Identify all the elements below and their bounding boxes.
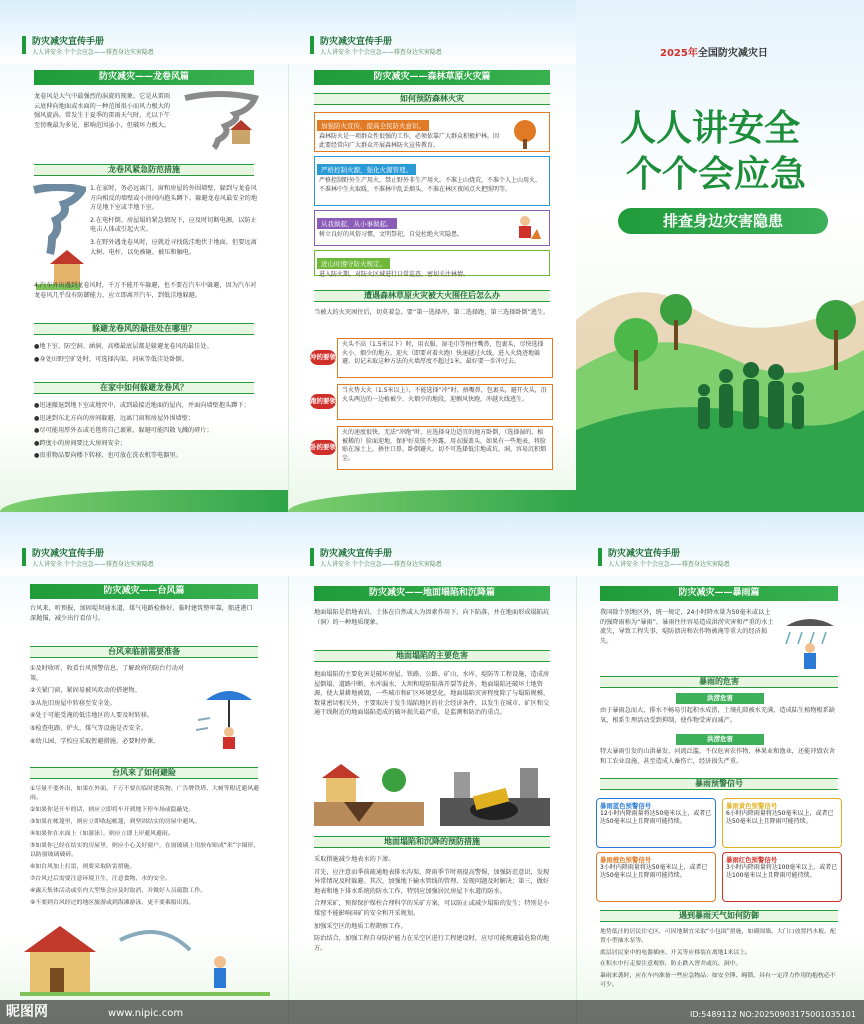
- tree-icon: [505, 119, 545, 149]
- header-accent-bar: [22, 548, 26, 566]
- panel-header: [0, 0, 288, 64]
- shelter-item: ⑥如台风加上打雷，则要采取防雷措施。: [30, 864, 136, 870]
- prevention-box-text: 树立良好的风俗习惯，文明祭祀，自觉杜绝火灾隐患。: [319, 231, 464, 238]
- option-badge: 跑的要领: [310, 394, 336, 409]
- home-tip: ●尽可能用厚外衣或毛毯将自己裹紧，躲避可能四散飞溅的碎片；: [34, 427, 213, 435]
- ground-hazards: 地面塌陷的主要危害是破坏房屋、铁路、公路、矿山、水库、堤防等工程设施，造成房屋倒塌、道路中断、水库漏水、大坝和堤防陷落开裂等此外，地面塌陷还破坏土地资源，使大量耕地被毁，一些城市和矿区环境恶化，地面塌陷灾害程度除了与塌陷规模、数量密切相关外，主要取决于发生塌陷地区的社会经济条件，以发生在城市、矿区和交通干线附近的地面塌陷造成的破坏损失最严重，是监测和防治的重点。: [314, 671, 550, 717]
- shelter-item: ①尽量不要外出，如果在外面，千万不要在临时建筑物、广告牌铁塔、大树等附近避风避雨。: [30, 786, 260, 801]
- prevention-box: [314, 250, 550, 276]
- home-tip: ●迅速撤退到地下室或地窖中，或到最接近地面的屋内，并面向墙壁抱头蹲下；: [34, 402, 250, 409]
- prevention-box-text: 进入防火期，对防火区域进行日常巡查，密切关注林情。: [319, 271, 470, 278]
- section-title: 防灾减灾——地面塌陷和沉降篇: [314, 586, 550, 601]
- prevention-box-title: 进山时遵守防火规定。: [317, 258, 390, 269]
- panel-cover: [576, 0, 864, 512]
- panel-header: [0, 512, 288, 576]
- shelter-item: ⑦台风过后需要注意环境卫生，注意食物、水的安全。: [30, 876, 171, 882]
- hazard-text: 由于暴雨急而大，排水不畅易引起积水成涝，土壤孔隙被水充满，造成陆生植物根系缺氧，根系生理活动受到抑制，使作物受害而减产。: [600, 707, 836, 724]
- tornado-intro: 龙卷风是大气中最强烈的涡旋的现象，它是从雷雨云底伸向地面或水面的一种范围很小而风力极大的强风旋涡。常发生于夏季的雷雨天气时，尤以下午至傍晚最为多见，影响范围虽小，但破坏力极大。: [34, 93, 171, 129]
- watermark-bar: [0, 1000, 864, 1024]
- hazard-text: 特大暴雨引发的山洪暴发、河流泛滥，不仅危害农作物、林果业和渔业，还能冲毁农舍和工农业设施，甚至造成人畜伤亡，经济损失严重。: [600, 748, 836, 765]
- typhoon-shelter-list: [30, 785, 260, 911]
- panel-tornado: [0, 0, 288, 512]
- subsection-title: 地面塌陷的主要危害: [314, 650, 550, 662]
- warning-text: 3小时内降雨量将达100毫米以上，或者已达100毫米以上且降雨可能持续。: [726, 864, 838, 880]
- collapse-illustration-icon: [314, 762, 550, 826]
- prevention-item: 防治结合，加强工程自身防护能力在采空区进行工程建设时，应尽可能规避最危险的地方。: [314, 935, 550, 952]
- header-accent-bar: [310, 36, 314, 54]
- prevention-box: [314, 112, 550, 152]
- header-accent-bar: [310, 548, 314, 566]
- panel-rainstorm: [576, 512, 864, 1024]
- prevention-box-text: 森林防火是一项群众性很强的工作，必须依靠广大群众积极护林。因此要经常向广大群众开展森林防火宣传教育。: [319, 133, 500, 149]
- warning-orange: [596, 852, 716, 902]
- handbook-title: 防灾减灾宣传手册: [320, 37, 393, 47]
- escape-option-rush: [310, 338, 556, 378]
- handbook-title: 防灾减灾宣传手册: [320, 549, 393, 559]
- measure-item: 2.在电杆倒、房屋塌的紧急情况下，应及时切断电源，以防止电击人体或引起火灾。: [90, 216, 257, 234]
- panel-forest-fire: [288, 0, 576, 512]
- section-title: 防灾减灾——龙卷风篇: [34, 70, 254, 85]
- defense-item: 底层居民家中的电器插座、开关等应移装在离地1米以上。: [600, 949, 752, 956]
- cover-day: 全国防灾减灾日: [697, 48, 768, 59]
- subsection-title: 躲避龙卷风的最佳处在哪里？: [34, 323, 254, 335]
- warning-title: 暴雨黄色预警信号: [726, 802, 778, 810]
- header-accent-bar: [598, 548, 602, 566]
- rain-defense-list: [600, 928, 838, 993]
- option-badge: 冲的要领: [310, 350, 336, 365]
- prevention-box-title: 严格控制火源，强化火源管理。: [317, 164, 416, 175]
- prep-item: ⑤检查电路、炉火、煤气等设施是否安全。: [30, 724, 147, 732]
- shelter-item: ②如果你是开车的话，则应立即将车开到地下停车场或隐蔽处。: [30, 807, 195, 813]
- escape-option-lie-down: [310, 426, 556, 470]
- warning-title: 暴雨红色预警信号: [726, 856, 778, 864]
- handbook-subtitle: 人人讲安全 个个会应急——排查身边灾害隐患: [32, 49, 154, 56]
- section-title: 防灾减灾——台风篇: [30, 584, 258, 599]
- prevention-item: 首先，应注意而季前疏通地表排水沟渠，降雨季节时刻提高警惕，加强防范意识，发现异常情况及时躲避。其次，加强地下输水管线的管理，发现问题及时解决；第三，做好地表和地下排水系统的防水工作，特别应加强居民房屋下水道的防水。: [314, 868, 550, 895]
- brochure-inner-side: [0, 512, 864, 1024]
- subsection-title: 遭遇森林草原火灾被大火围住后怎么办: [314, 290, 550, 302]
- tornado-measure-4: 4.汽车外出遇到龙卷风时，千万不能开车躲避，也不要在汽车中躲避，因为汽车对龙卷风几乎没有防御能力，应立即离开汽车，到低洼地躲避。: [34, 282, 257, 299]
- cover-date: [660, 44, 768, 59]
- panel-typhoon: [0, 512, 288, 1024]
- home-tip: ●迅速到东北方向的房间躲避，远离门窗和房屋外围墙壁；: [34, 414, 195, 422]
- subsection-title: 在家中如何躲避龙卷风？: [34, 382, 254, 394]
- option-text: 火头不高（1.5米以下）时，用衣服、湿毛巾等捂住嘴鼻，包裹头，尽快选择火小、烟少的地方，迎火（即要对着火跑）快速越过火线，进入火烧迹地躲避。切记未取这种方法的火墙厚度不超过1米，最好要一步冲过去。: [337, 338, 553, 378]
- handbook-title: 防灾减灾宣传手册: [608, 549, 681, 559]
- option-text: 当火势大火（1.5米以上），不能选择“冲”时，捂嘴鼻，包裹头，避开火头，沿火头两边的一边植被少、火烟少的地段，迎侧风快跑，冲越火线逃生。: [337, 384, 553, 420]
- hazard-tag: 洪涝危害: [676, 693, 764, 704]
- rainstorm-person-icon: [780, 616, 840, 672]
- decorative-wave: [288, 490, 576, 512]
- defense-item: 地势低洼的居民住宅区，可因地制宜采取“小包围”措施，如砌围墙、大门口放置挡水板、配置小型抽水泵等。: [600, 929, 836, 944]
- rain-intro: 我国除个别地区外，统一规定，24小时降水量为50毫米或以上的强降雨称为“暴雨”。暴雨往往容易造成洪涝灾害和严重的水土流失，导致工程失事、堤防溃决和农作物被淹等重大的经济损失。: [600, 609, 774, 645]
- cover-headline-2: 个个会应急: [626, 154, 807, 195]
- family-landscape-icon: [576, 250, 864, 512]
- option-badge: 卧的要领: [310, 440, 336, 455]
- prep-item: ③从危旧房屋中转移至安全处。: [30, 699, 116, 707]
- cover-subtitle: 排查身边灾害隐患: [618, 208, 828, 234]
- ground-intro: 地面塌陷是指地表岩、土体在自然或人为因素作用下，向下陷落，并在地面形成塌陷坑（洞）的一种地质现象。: [314, 609, 550, 626]
- prep-item: ②关紧门窗，紧固易被风吹动的搭建物。: [30, 687, 141, 695]
- home-tip: ●贵重物品要向楼下转移，也可放在洗衣机等电器里。: [34, 452, 182, 460]
- warning-yellow: [722, 798, 842, 848]
- tornado-best-places: [34, 342, 260, 367]
- warning-blue: [596, 798, 716, 848]
- handbook-title: 防灾减灾宣传手册: [32, 37, 105, 47]
- warning-title: 暴雨橙色预警信号: [600, 856, 652, 864]
- warning-red: [722, 852, 842, 902]
- tornado-illustration-icon: [180, 90, 260, 150]
- handbook-subtitle: 人人讲安全 个个会应急——排查身边灾害隐患: [608, 561, 730, 568]
- prevention-item: 采取措施减少地表水的下渗。: [314, 856, 395, 863]
- warning-text: 3小时内降雨量将达50毫米以上，或者已达50毫米以上且降雨可能持续。: [600, 864, 708, 880]
- home-tip: ●跨度小的房间要比大房间安全；: [34, 439, 127, 447]
- prevention-item: 加强采空区的地质工程勘察工作。: [314, 922, 407, 930]
- panel-header: [288, 0, 576, 64]
- measure-item: 1.在家时，务必远离门、窗和房屋的外围墙壁，躲到与龙卷风方向相反的墙壁或小房间内抱头蹲下。躲避龙卷风最安全的地方是地下室或半地下室。: [90, 185, 258, 212]
- tornado-measures: [90, 184, 260, 260]
- subsection-title: 暴雨的危害: [600, 676, 838, 688]
- cover-headline-1: 人人讲安全: [620, 108, 801, 149]
- shelter-item: ⑨不要到台风经过的地区旅游或到海滩游泳，更不要乘船出海。: [30, 900, 195, 906]
- section-title: 防灾减灾——暴雨篇: [600, 586, 838, 601]
- shelter-item: ⑧露天集体活动或室内大型集会应及时取消，并做好人员疏散工作。: [30, 888, 207, 894]
- hazard-tag: 洪涝危害: [676, 734, 764, 745]
- place-item: ●地下室、防空洞、涵洞、高楼最底层都是躲避龙卷风的最佳处。: [34, 343, 213, 350]
- decorative-wave: [0, 490, 288, 512]
- subsection-title: 台风来临前需要准备: [30, 646, 258, 658]
- warning-text: 12小时内降雨量将达50毫米以上，或者已达50毫米以上且降雨可能持续。: [600, 810, 712, 826]
- subsection-title: 台风来了如何避险: [30, 767, 258, 779]
- panel-header: [288, 512, 576, 576]
- handbook-subtitle: 人人讲安全 个个会应急——排查身边灾害隐患: [32, 561, 154, 568]
- prep-item: ①及时收听、收看台风预警信息，了解政府的防台行动对策。: [30, 665, 185, 682]
- header-accent-bar: [22, 36, 26, 54]
- prevention-box-title: 从我做起，从小事做起。: [317, 218, 397, 229]
- subsection-title: 遇到暴雨天气如何防御: [600, 910, 838, 922]
- shelter-item: ④如果你在水面上（如游泳），则应立即上岸避风避雨。: [30, 831, 174, 837]
- watermark-site: 昵图网: [6, 1004, 48, 1020]
- subsection-title: 暴雨预警信号: [600, 778, 838, 790]
- defense-item: 在积水中行走要注意观察，防止跌入窨井或坑、洞中。: [600, 961, 742, 968]
- typhoon-intro: 台风来，听预报，加固堤坝通水道，煤气电路检修好，临时建筑整牢靠，船进港口深抛锚，减少出行看信号。: [30, 605, 253, 622]
- warning-title: 暴雨蓝色预警信号: [600, 802, 652, 810]
- defense-item: 暴雨来袭时，应在车内准备一些应急物品：如安全锤、绳锁、具有一定浮力作用的抱枕必不可少。: [600, 973, 836, 988]
- prevention-box: [314, 156, 550, 206]
- option-text: 火的速度很快，无法“冲跑”时，应选择身边适宜的地方卧倒，（选择湿的、植被稀的）脸面迎地，保护好皮肤不外露，用衣服盖头，如果有一些地表，将脸贴在湿土上，捂住口鼻，卧倒避火。切不可选择低洼地或坑、洞，容易沉积烟尘。: [337, 426, 553, 470]
- shelter-item: ⑤如果你已经在结实的房屋里，则应小心关好窗户，在窗玻璃上用胶布贴成“米”字图形，以防窗玻璃破碎。: [30, 843, 260, 858]
- prevention-box-title: 加强防火宣传，提高全民防火意识。: [317, 120, 429, 131]
- handbook-subtitle: 人人讲安全 个个会应急——排查身边灾害隐患: [320, 49, 442, 56]
- prevention-box: [314, 210, 550, 246]
- watermark-url: www.nipic.com: [108, 1008, 184, 1019]
- handbook-subtitle: 人人讲安全 个个会应急——排查身边灾害隐患: [320, 561, 442, 568]
- watermark-id: ID:5489112 NO:20250903175001035101: [689, 1010, 856, 1019]
- ground-prevention: [314, 855, 550, 956]
- tornado-home-tips: [34, 401, 260, 464]
- measure-item: 3.在野外遇龙卷风时，应就近寻找低洼地伏于地面，但要远离大树、电杆，以免被砸、被压和触电。: [90, 238, 257, 256]
- typhoon-umbrella-icon: [196, 680, 262, 750]
- typhoon-prep-list: [30, 664, 190, 749]
- handbook-title: 防灾减灾宣传手册: [32, 549, 105, 559]
- prevention-box-text: 严格控制野外生产用火，禁止野外非生产用火。不准上山烧荒，不准个人上山用火，不准林中生火取暖，不准林中乱丢烟头，不准在林区夜间点火把照明等。: [319, 177, 542, 193]
- shelter-item: ③如果在帐篷里，则应立即收起帐篷，到坚固结实的房屋中避风。: [30, 819, 201, 825]
- forest-escape-intro: 当被大的火灾困住后，切莫着急。要“第一选择冲，第二选择跑，第三选择卧倒”逃生。: [314, 309, 550, 316]
- place-item: ●身处田野空旷处时，可选择沟渠、河床等低洼处卧倒。: [34, 355, 188, 363]
- subsection-title: 龙卷风紧急防范措施: [34, 164, 254, 176]
- warning-text: 6小时内降雨量将达50毫米以上，或者已达50毫米以上且降雨可能持续。: [726, 810, 834, 826]
- subsection-title: 如何预防森林火灾: [314, 93, 550, 105]
- panel-header: [576, 512, 864, 576]
- subsection-title: 地面塌陷和沉降的预防措施: [314, 836, 550, 848]
- escape-option-run: [310, 384, 556, 420]
- prep-item: ④处于可能受淹的低洼地区的人要及时转移。: [30, 712, 154, 720]
- person-fire-icon: [509, 215, 541, 243]
- prep-item: ⑥幼儿园、学校应采取暂避措施，必要时停课。: [30, 737, 160, 745]
- panel-ground-collapse: [288, 512, 576, 1024]
- cover-year: 2025年: [660, 48, 698, 59]
- typhoon-scene-icon: [20, 920, 270, 996]
- section-title: 防灾减灾——森林草原火灾篇: [314, 70, 550, 85]
- prevention-item: 合理采矿，预留保护煤柱合理科学的采矿方案，可以防止或减少塌陷的发生；特别是小煤窑不能影响国矿的安全和开采规划。: [314, 900, 550, 917]
